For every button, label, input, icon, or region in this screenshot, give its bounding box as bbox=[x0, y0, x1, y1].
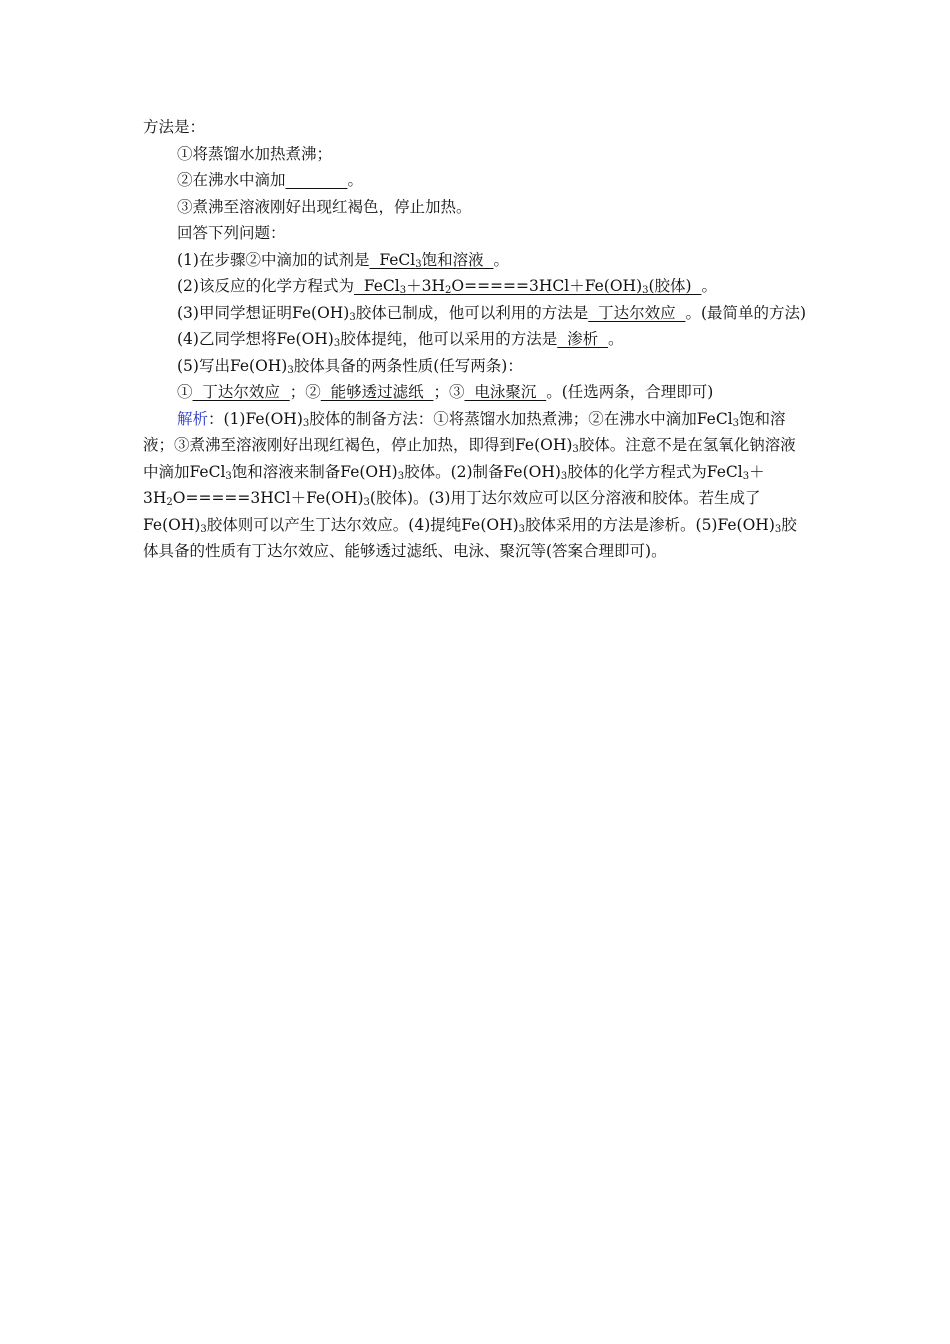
question-5: (5)写出$Fe(OH)_3$胶体具备的两条性质(任写两条)： bbox=[177, 356, 523, 376]
step-3: ③煮沸至溶液刚好出现红褐色，停止加热。 bbox=[177, 197, 472, 216]
question-1-answer: FeCl$_3$饱和溶液 bbox=[369, 250, 494, 270]
answer-electrophoresis: 电泳聚沉 bbox=[464, 383, 547, 401]
document-body bbox=[143, 114, 808, 565]
question-5-answers: ① 丁达尔效应 ；② 能够透过滤纸 ；③ 电泳聚沉 。(任选两条，合理即可) bbox=[177, 383, 714, 401]
question-3-answer: 丁达尔效应 bbox=[588, 303, 686, 322]
method-intro: 方法是： bbox=[143, 118, 206, 136]
questions-intro: 回答下列问题： bbox=[177, 224, 286, 242]
answer-tyndall: 丁达尔效应 bbox=[192, 383, 290, 401]
answer-filter: 能够透过滤纸 bbox=[320, 383, 434, 401]
step-2: ②在沸水中滴加________。 bbox=[177, 171, 364, 189]
question-2-answer: $FeCl_3+3H_2O=====3HCl+Fe(OH)_3$(胶体) bbox=[353, 277, 702, 296]
step-1: ①将蒸馏水加热煮沸； bbox=[177, 144, 333, 163]
analysis-label: 解析 bbox=[177, 409, 209, 428]
step-2-blank: ________ bbox=[285, 171, 348, 189]
question-3: (3)甲同学想证明$Fe(OH)_3$胶体已制成，他可以利用的方法是 丁达尔效应 。(最简单的方法) bbox=[177, 303, 807, 323]
question-1: (1)在步骤②中滴加的试剂是 FeCl$_3$饱和溶液 。 bbox=[177, 250, 509, 270]
question-2: (2)该反应的化学方程式为 $FeCl_3+3H_2O=====3HCl+Fe(OH)_3$(胶体) 。 bbox=[177, 277, 717, 296]
question-4-answer: 渗析 bbox=[557, 330, 608, 348]
question-4: (4)乙同学想将$Fe(OH)_3$胶体提纯，他可以采用的方法是 渗析 。 bbox=[177, 330, 624, 349]
analysis-paragraph: 解析：$(1)Fe(OH)_3$胶体的制备方法：①将蒸馏水加热煮沸；②在沸水中滴加FeCl$_3$饱和溶液；③煮沸至溶液刚好出现红褐色，停止加热，即得到$Fe(OH)_3$胶体。注意不是在氢氧化钠溶液中滴加FeCl$_3$饱和溶液来制备$Fe(OH)_3$胶体。(2)制备$Fe(OH)_3$胶体的化学方程式为$FeCl_3+3H_2O=====3HCl+Fe(OH)_3$(胶体)。(3)用丁达尔效应可以区分溶液和胶体。若生成了$Fe(OH)_3$胶体则可以产生丁达尔效应。(4)提纯$Fe(OH)_3$胶体采用的方法是渗析。$(5)Fe(OH)_3$胶体具备的性质有丁达尔效应、能够透过滤纸、电泳、聚沉等(答案合理即可)。 bbox=[143, 409, 797, 560]
